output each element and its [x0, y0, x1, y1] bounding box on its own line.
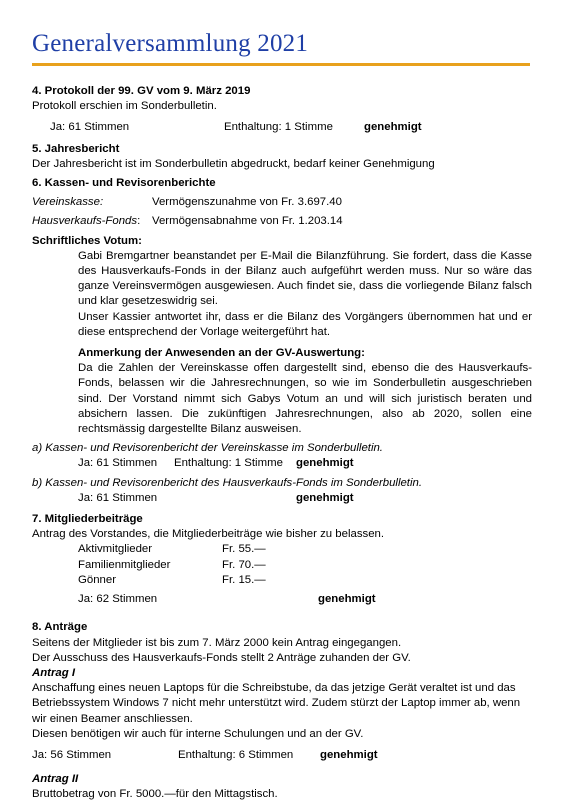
votum-heading: Schriftliches Votum:: [32, 234, 142, 247]
votum-paragraph-1: Gabi Bremgartner beanstandet per E-Mail die Bilanzführung. Sie fordert, dass die Kasse des Hausverkaufs-Fonds in der Bilanz auch aufgeführt werden muss. Nur so wäre das ganze Vereinsvermögen ausgewiesen. Auch findet sie, dass die vorliegende Bilanz falsch und klar gesetzeswidrig sei.: [78, 249, 532, 308]
section-4-heading: 4. Protokoll der 99. GV vom 9. März 2019: [32, 85, 251, 97]
vote-result: genehmigt: [296, 457, 354, 470]
section-7-vote: [32, 592, 532, 607]
document-body: [32, 84, 532, 803]
vote-yes: Ja: 62 Stimmen: [78, 593, 158, 606]
finance-label: Hausverkaufs-Fonds: [32, 215, 138, 228]
vote-result: genehmigt: [320, 748, 378, 761]
fee-list: [32, 542, 532, 588]
vote-abstention: Enthaltung: 1 Stimme: [174, 457, 283, 470]
anmerkung-text: Da die Zahlen der Vereinskasse offen dargestellt sind, ebenso die des Hausverkaufs-Fonds, belassen wir die Jahresrechnungen, so wie im Sonderbulletin ausgeschrieben sind. Der Vorstand nimmt sich Gabys Votum an und will sich juristisch beraten und absichern lassen. Die zukünftigen Jahresrechnungen, also ab 2020, sollen eine rechtsmässig dargestellte Bilanz ausweisen.: [78, 362, 532, 436]
anmerkung-heading: Anmerkung der Anwesenden an der GV-Auswertung:: [78, 347, 365, 360]
fee-row: [78, 558, 532, 573]
finance-label-colon: :: [137, 215, 141, 228]
fee-row: [78, 542, 532, 557]
section-4-vote: [32, 120, 532, 135]
votum-paragraph-2: Unser Kassier antwortet ihr, dass er die Bilanz des Vorgängers übernommen hat und er diese entsprechend der Vorlage weitergeführt hat.: [78, 310, 532, 338]
fee-amount: Fr. 70.—: [222, 558, 266, 571]
vote-yes: Ja: 56 Stimmen: [32, 748, 112, 761]
fee-amount: Fr. 55.—: [222, 543, 266, 556]
section-8-line-1: Seitens der Mitglieder ist bis zum 7. März 2000 kein Antrag eingegangen.: [32, 636, 402, 649]
report-a-vote: [32, 456, 532, 471]
report-b-text: b) Kassen- und Revisorenbericht des Hausverkaufs-Fonds im Sonderbulletin.: [32, 476, 423, 489]
section-5-heading: 5. Jahresbericht: [32, 142, 120, 155]
antrag-1-text: Anschaffung eines neuen Laptops für die Schreibstube, da das jetzige Gerät veraltet ist und das Betriebssystem Windows 7 nicht mehr unterstützt wird. Zudem stürzt der Laptop immer ab, wenn wir einen Beamer anschliessen.: [32, 682, 521, 725]
finance-row-vereinskasse: [32, 195, 532, 210]
vote-result: genehmigt: [318, 593, 376, 606]
vote-abstention: Enthaltung: 6 Stimmen: [178, 748, 294, 761]
section-8-heading: 8. Anträge: [32, 621, 88, 634]
fee-amount: Fr. 15.—: [222, 573, 266, 586]
finance-value: Vermögenszunahme von Fr. 3.697.40: [152, 196, 342, 209]
section-7-text: Antrag des Vorstandes, die Mitgliederbeiträge wie bisher zu belassen.: [32, 528, 385, 541]
section-5-text: Der Jahresbericht ist im Sonderbulletin abgedruckt, bedarf keiner Genehmigung: [32, 157, 435, 170]
vote-result: genehmigt: [364, 121, 422, 134]
finance-value: Vermögensabnahme von Fr. 1.203.14: [152, 215, 343, 228]
fee-category: Gönner: [78, 573, 116, 586]
antrag-1-text-2: Diesen benötigen wir auch für interne Schulungen und an der GV.: [32, 727, 364, 740]
report-b-vote: [32, 491, 532, 506]
fee-category: Aktivmitglieder: [78, 543, 153, 556]
antrag-1-heading: Antrag I: [32, 666, 76, 679]
antrag-2-heading: Antrag II: [32, 773, 79, 786]
section-8-line-2: Der Ausschuss des Hausverkaufs-Fonds stellt 2 Anträge zuhanden der GV.: [32, 651, 411, 664]
fee-row: [78, 573, 532, 588]
antrag-2-text: Bruttobetrag von Fr. 5000.—für den Mittagstisch.: [32, 788, 278, 801]
vote-result: genehmigt: [296, 491, 354, 504]
antrag-1-vote: [32, 748, 532, 763]
report-a-text: a) Kassen- und Revisorenbericht der Vereinskasse im Sonderbulletin.: [32, 442, 383, 455]
section-4-text: Protokoll erschien im Sonderbulletin.: [32, 100, 217, 113]
finance-row-hausverkauf: [32, 214, 532, 229]
page-title: Generalversammlung 2021: [32, 30, 309, 57]
vote-yes: Ja: 61 Stimmen: [78, 457, 158, 470]
vote-abstention: Enthaltung: 1 Stimme: [224, 121, 333, 134]
fee-category: Familienmitglieder: [78, 558, 171, 571]
title-underline: [32, 63, 530, 66]
section-7-heading: 7. Mitgliederbeiträge: [32, 513, 143, 526]
section-6-heading: 6. Kassen- und Revisorenberichte: [32, 177, 216, 190]
vote-yes: Ja: 61 Stimmen: [78, 491, 158, 504]
vote-yes: Ja: 61 Stimmen: [50, 121, 130, 134]
finance-label: Vereinskasse:: [32, 196, 104, 209]
